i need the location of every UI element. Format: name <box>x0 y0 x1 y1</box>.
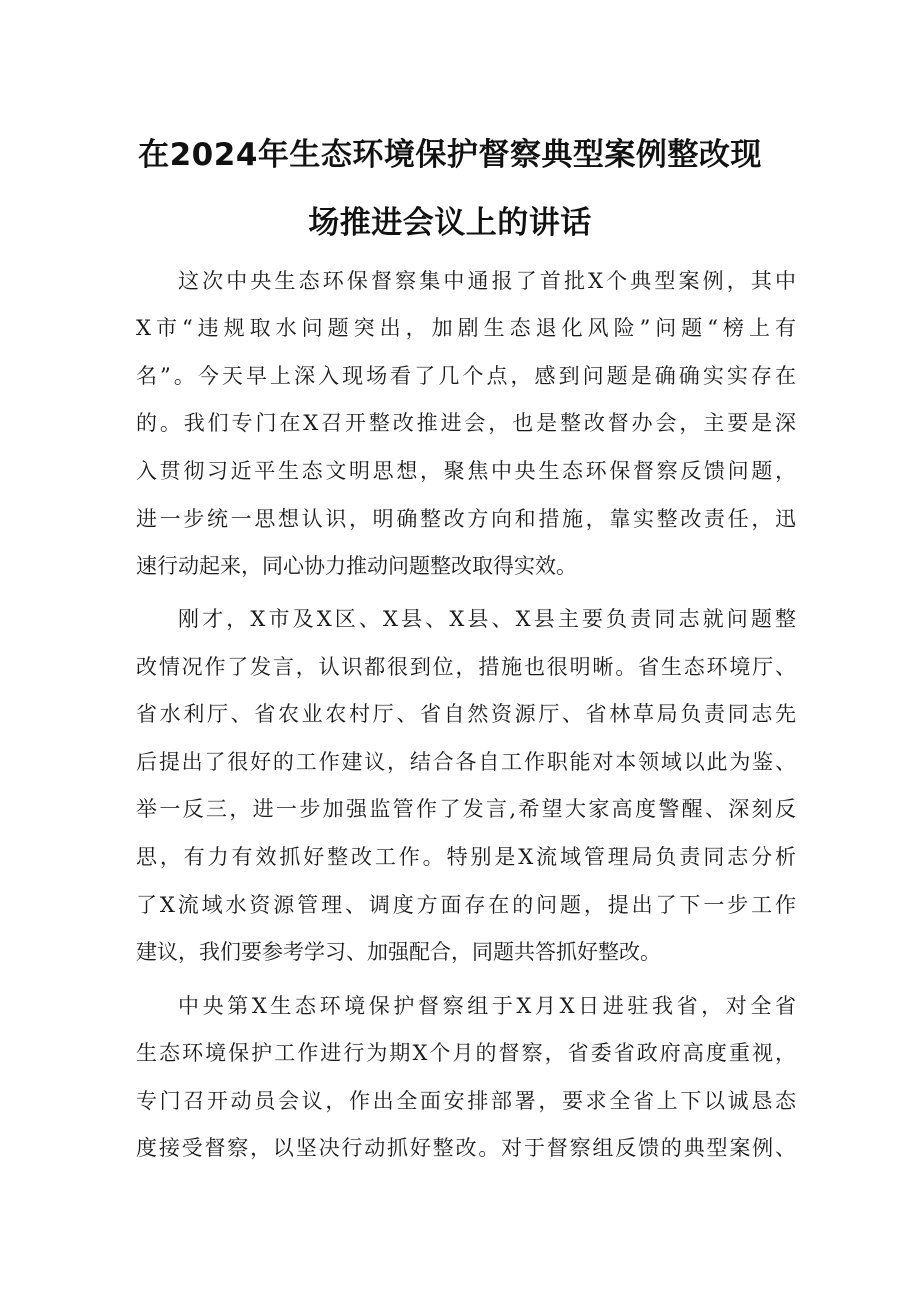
paragraph-2-line: 了X流域水资源管理、调度方面存在的问题，提出了下一步工作 <box>136 893 796 917</box>
paragraph-1-line: 入贯彻习近平生态文明思想，聚焦中央生态环保督察反馈问题， <box>136 459 796 483</box>
paragraph-3-line: 中央第X生态环境保护督察组于X月X日进驻我省，对全省 <box>178 994 796 1018</box>
paragraph-3-line: 度接受督察，以坚决行动抓好整改。对于督察组反馈的典型案例、 <box>136 1136 796 1160</box>
paragraph-2-line: 刚才，X市及X区、X县、X县、X县主要负责同志就问题整 <box>178 607 796 631</box>
document-title-line-1: 在2024年生态环境保护督察典型案例整改现 <box>138 137 762 173</box>
paragraph-2-line: 后提出了很好的工作建议，结合各自工作职能对本领域以此为鉴、 <box>136 750 796 774</box>
paragraph-2-line: 举一反三，进一步加强监管作了发言,希望大家高度警醒、深刻反 <box>136 797 796 821</box>
paragraph-1-line: 进一步统一思想认识，明确整改方向和措施，靠实整改责任，迅 <box>136 507 796 531</box>
paragraph-1-line: 的。我们专门在X召开整改推进会，也是整改督办会，主要是深 <box>136 411 796 435</box>
paragraph-3-line: 生态环境保护工作进行为期X个月的督察，省委省政府高度重视， <box>136 1041 796 1065</box>
paragraph-2-line: 思，有力有效抓好整改工作。特别是X流域管理局负责同志分析 <box>136 845 796 869</box>
document-title-line-2: 场推进会议上的讲话 <box>308 205 592 241</box>
paragraph-1-line: 速行动起来，同心协力推动问题整改取得实效。 <box>136 554 577 578</box>
paragraph-2-line: 改情况作了发言，认识都很到位，措施也很明晰。省生态环境厅、 <box>136 655 796 679</box>
paragraph-1-line: 名”。今天早上深入现场看了几个点，感到问题是确确实实存在 <box>136 364 796 388</box>
paragraph-3-line: 专门召开动员会议，作出全面安排部署，要求全省上下以诚恳态 <box>136 1089 796 1113</box>
paragraph-1-line: 这次中央生态环保督察集中通报了首批X个典型案例，其中 <box>178 269 796 293</box>
paragraph-1-line: X市“违规取水问题突出，加剧生态退化风险”问题“榜上有 <box>136 316 796 340</box>
paragraph-2-line: 省水利厅、省农业农村厅、省自然资源厅、省林草局负责同志先 <box>136 702 796 726</box>
paragraph-2-line: 建议，我们要参考学习、加强配合，同题共答抓好整改。 <box>136 940 661 964</box>
